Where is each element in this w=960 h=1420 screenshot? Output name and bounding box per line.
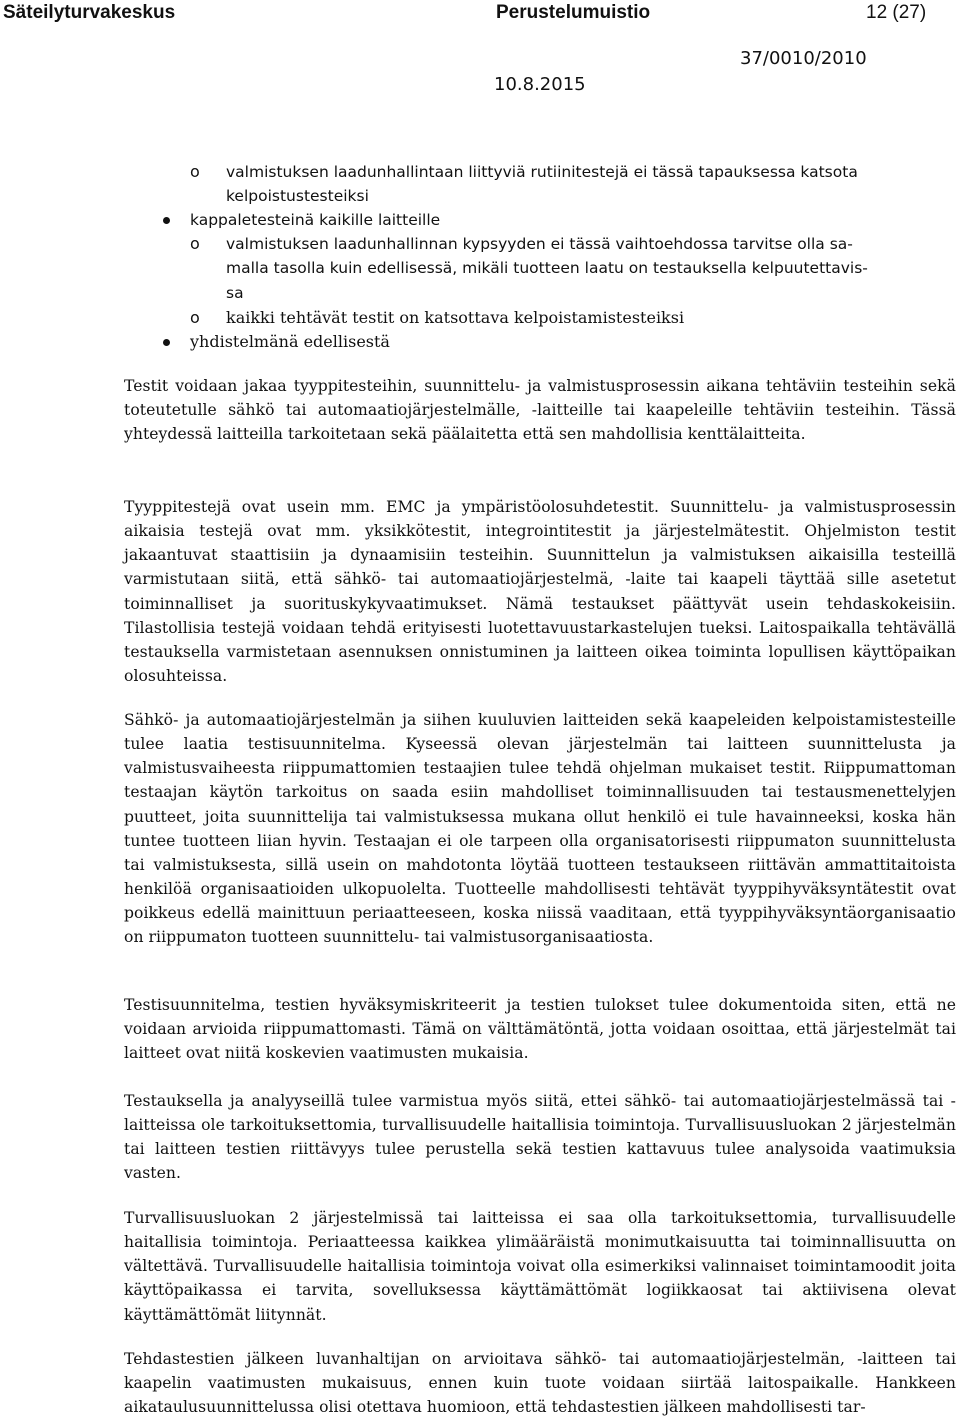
paragraph: Testisuunnitelma, testien hyväksymiskriteerit ja testien tulokset tulee dokumentoida siten, että ne voidaan arvioida riippumattomasti. Tämä on välttämätöntä, jotta voidaan osoittaa, että järjestelmät tai laitteet ovat niitä koskevien vaatimusten mukaisia.: [124, 996, 956, 1063]
bullet-dot: [163, 339, 170, 346]
list-item: valmistuksen laadunhallinnan kypsyyden ei tässä vaihtoehdossa tarvitse olla sa-: [226, 235, 853, 253]
circle-marker: o: [190, 162, 200, 181]
organization-name: Säteilyturvakeskus: [3, 2, 176, 23]
document-number: 37/0010/2010: [740, 48, 867, 69]
list-item: malla tasolla kuin edellisessä, mikäli tuotteen laatu on testauksella kelpuutettavis-: [226, 259, 868, 277]
paragraph: Testauksella ja analyyseillä tulee varmistua myös siitä, ettei sähkö- tai automaatiojärjestelmässä tai -laitteissa ole tarkoituksettomia, turvallisuudelle haitallisia toimintoja. Turvallisuusluokan 2 järjestelmän tai laitteen testien riittävyys tulee perustella sekä testien kattavuus tulee analysoida vaatimuksia vasten.: [124, 1092, 956, 1183]
bullet-dot: [163, 217, 170, 224]
list-item: kaikki tehtävät testit on katsottava kelpoistamistesteiksi: [226, 308, 685, 327]
paragraph: Sähkö- ja automaatiojärjestelmän ja siihen kuuluvien laitteiden sekä kaapeleiden kelpoistamistesteille tulee laatia testisuunnitelma. Kyseessä olevan järjestelmän tai laitteen suunnittelusta ja valmistusvaiheesta riippumattomien testaajien tulee tehdä ohjelman mukaiset testit. Riippumattoman testaajan käytön tarkoitus on saada esiin mahdolliset toiminnallisuuden tai testausmenettelyjen puutteet, joita suunnittelija tai valmistuksessa mukana ollut henkilö ei tule havainneeksi, koska hän tuntee tuotteen liian hyvin. Testaajan ei ole tarpeen olla organisatorisesti riippumaton suunnittelusta tai valmistuksesta, sillä usein on mahdotonta löytää tuotteen testaukseen riittävän ammattitaitoista henkilöä organisaatioiden ulkopuolelta. Tuotteelle mahdollisesti tehtävät tyyppihyväksyntätestit ovat poikkeus edellä mainittuun periaatteeseen, koska niissä vaaditaan, että tyyppihyväksyntäorganisaatio on riippumaton tuotteen suunnittelu- tai valmistusorganisaatiosta.: [124, 711, 956, 947]
paragraph: Tehdastestien jälkeen luvanhaltijan on arvioitava sähkö- tai automaatiojärjestelmän, -laitteen tai kaapelin vaatimusten mukaisuus, ennen kuin tuote voidaan siirtää laitospaikalle. Hankkeen aikataulusuunnittelussa olisi otettava huomioon, että tehdastestien jälkeen mahdollisesti tar-: [124, 1350, 956, 1417]
page-number: 12 (27): [866, 2, 927, 23]
paragraph: Tyyppitestejä ovat usein mm. EMC ja ympäristöolosuhdetestit. Suunnittelu- ja valmistusprosessin aikaisia testejä ovat mm. yksikkötestit, integrointitestit ja järjestelmätestit. Ohjelmiston testit jakaantuvat staattisiin ja dynaamisiin testeihin. Suunnittelun ja valmistuksen aikaisilla testeillä varmistutaan siitä, että sähkö- tai automaatiojärjestelmä, -laite tai kaapeli täyttää sille asetetut toiminnalliset ja suorituskykyvaatimukset. Nämä testaukset päättyvät usein tehdaskokeisiin. Tilastollisia testejä voidaan tehdä erityisesti luotettavuustarkastelujen tueksi. Laitospaikalla tehtävällä testauksella varmistetaan asennuksen onnistuminen ja laitteen oikea toiminta lopullisen käyttöpaikan olosuhteissa.: [124, 498, 956, 686]
paragraph: Testit voidaan jakaa tyyppitesteihin, suunnittelu- ja valmistusprosessin aikana tehtäviin testeihin sekä toteutetulle sähkö tai automaatiojärjestelmälle, -laitteille tai kaapeleille tehtäviin testeihin. Tässä yhteydessä laitteilla tarkoitetaan sekä päälaitetta että sen mahdollisia kenttälaitteita.: [124, 377, 956, 444]
circle-marker: o: [190, 234, 200, 253]
list-item: sa: [226, 284, 244, 302]
list-item: kappaletesteinä kaikille laitteille: [190, 211, 441, 229]
list-item: yhdistelmänä edellisestä: [190, 332, 390, 351]
list-item: valmistuksen laadunhallintaan liittyviä rutiinitestejä ei tässä tapauksessa katsota: [226, 163, 858, 181]
list-item: kelpoistustesteiksi: [226, 187, 369, 205]
document-date: 10.8.2015: [494, 74, 586, 95]
paragraph: Turvallisuusluokan 2 järjestelmissä tai laitteissa ei saa olla tarkoituksettomia, turvallisuudelle haitallisia toimintoja. Periaatteessa kaikkea ylimääräistä monimutkaisuutta tai toiminnallisuutta on vältettävä. Turvallisuudelle haitallisia toimintoja voivat olla esimerkiksi valinnaiset toimintamoodit joita käyttöpaikassa ei tarvita, sovelluksessa käyttämättömät logiikkaosat tai aktiivisena olevat käyttämättömät liitynnät.: [124, 1209, 956, 1324]
document-type: Perustelumuistio: [496, 2, 651, 23]
circle-marker: o: [190, 308, 200, 327]
